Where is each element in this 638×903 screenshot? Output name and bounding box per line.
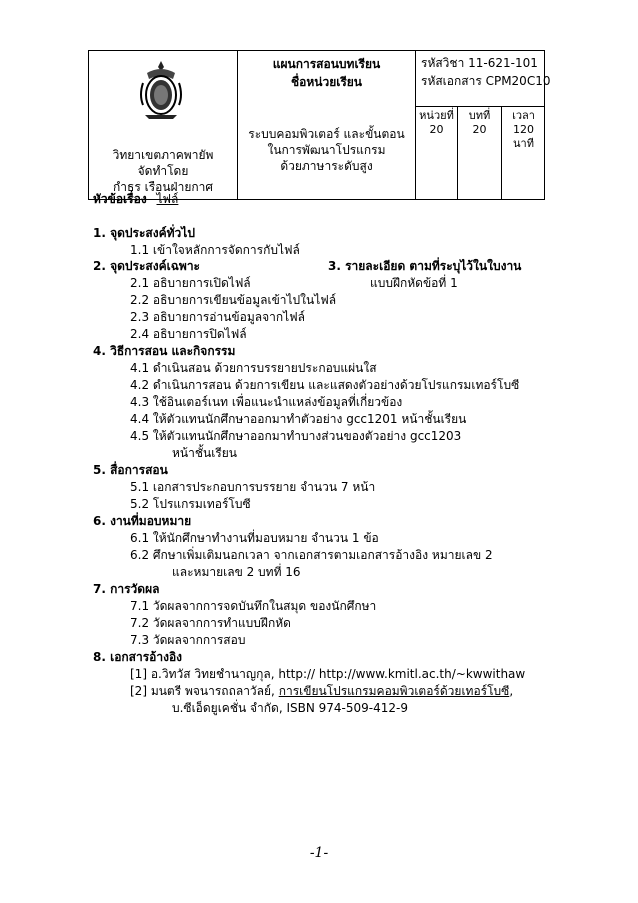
section-1-item: 1.1 เข้าใจหลักการจัดการกับไฟล์ [130, 243, 300, 257]
section-3-item: แบบฝึกหัดข้อที่ 1 [370, 276, 458, 290]
section-6-item: 6.2 ศึกษาเพิ่มเติมนอกเวลา จากเอกสารตามเอกสารอ้างอิง หมายเลข 2 [130, 548, 493, 562]
plan-title: แผนการสอนบทเรียน [272, 57, 381, 71]
section-6-item-continuation: และหมายเลข 2 บทที่ 16 [172, 565, 301, 579]
section-4-heading: 4. วิธีการสอน และกิจกรรม [93, 344, 236, 358]
section-1-heading: 1. จุดประสงค์ทั่วไป [93, 226, 195, 240]
reference-2-author: [2] มนตรี พจนารถถลาวัลย์, [130, 684, 279, 698]
page-number: -1- [309, 845, 329, 861]
unit-name-line-3: ด้วยภาษาระดับสูง [280, 159, 373, 173]
reference-1: [1] อ.วิทวัส วิทยชำนาญกุล, http:// http://www.kmitl.ac.th/~kwwithaw [130, 667, 526, 681]
university-seal-logo [137, 59, 185, 121]
section-7-heading: 7. การวัดผล [93, 582, 160, 596]
topic-label: หัวข้อเรื่อง [93, 192, 147, 206]
section-6-heading: 6. งานที่มอบหมาย [93, 514, 192, 528]
document-code: รหัสเอกสาร CPM20C10 [421, 74, 551, 88]
section-8-heading: 8. เอกสารอ้างอิง [93, 650, 183, 664]
section-2-heading: 2. จุดประสงค์เฉพาะ [93, 259, 200, 273]
section-4-item: 4.1 ดำเนินสอน ด้วยการบรรยายประกอบแผ่นใส [130, 361, 377, 375]
section-2-item: 2.3 อธิบายการอ่านข้อมูลจากไฟล์ [130, 310, 306, 324]
unit-number: 20 [429, 123, 444, 136]
section-2-item: 2.2 อธิบายการเขียนข้อมูลเข้าไปในไฟล์ [130, 293, 337, 307]
unit-name-label: ชื่อหน่วยเรียน [290, 75, 362, 89]
author-name: กำธร เรือนฝ่ายกาศ [113, 180, 213, 194]
campus-name: วิทยาเขตภาคพายัพ [112, 148, 214, 162]
institution-block [91, 147, 235, 195]
section-5-item: 5.2 โปรแกรมเทอร์โบซี [130, 497, 251, 511]
reference-2-comma: , [509, 684, 514, 698]
section-4-item: 4.2 ดำเนินการสอน ด้วยการเขียน และแสดงตัวอย่างด้วยโปรแกรมเทอร์โบซี [130, 378, 520, 392]
section-3-heading: 3. รายละเอียด ตามที่ระบุไว้ในใบงาน [328, 259, 522, 273]
chapter-label: บทที่ [468, 109, 491, 122]
section-5-item: 5.1 เอกสารประกอบการบรรยาย จำนวน 7 หน้า [130, 480, 376, 494]
reference-2-publisher: บ.ซีเอ็ดยูเคชั่น จำกัด, ISBN 974-509-412-9 [172, 701, 408, 715]
section-7-item: 7.1 วัดผลจากการจดบันทึกในสมุด ของนักศึกษา [130, 599, 377, 613]
section-6-item: 6.1 ให้นักศึกษาทำงานที่มอบหมาย จำนวน 1 ข้อ [130, 531, 379, 545]
topic-value: ไฟล์ [156, 192, 179, 206]
section-4-item: 4.3 ใช้อินเตอร์เนท เพื่อแนะนำแหล่งข้อมูลที่เกี่ยวข้อง [130, 395, 403, 409]
section-2-item: 2.4 อธิบายการปิดไฟล์ [130, 327, 247, 341]
reference-2 [130, 683, 513, 700]
time-unit: นาที [513, 137, 534, 150]
prepared-by-label: จัดทำโดย [137, 164, 189, 178]
reference-2-title: การเขียนโปรแกรมคอมพิวเตอร์ด้วยเทอร์โบซี [278, 684, 510, 698]
section-7-item: 7.3 วัดผลจากการสอบ [130, 633, 246, 647]
header-table [88, 50, 551, 200]
time-label: เวลา [512, 109, 535, 122]
unit-number-label: หน่วยที่ [419, 109, 454, 122]
chapter-number: 20 [472, 123, 487, 136]
section-4-item: 4.4 ให้ตัวแทนนักศึกษาออกมาทำตัวอย่าง gcc1201 หน้าชั้นเรียน [130, 412, 467, 426]
section-4-item-continuation: หน้าชั้นเรียน [172, 446, 237, 460]
time-value: 120 [513, 123, 534, 136]
section-4-item: 4.5 ให้ตัวแทนนักศึกษาออกมาทำบางส่วนของตัวอย่าง gcc1203 [130, 429, 462, 443]
section-5-heading: 5. สื่อการสอน [93, 463, 168, 477]
unit-name-line-1: ระบบคอมพิวเตอร์ และขั้นตอน [248, 127, 405, 141]
section-7-item: 7.2 วัดผลจากการทำแบบฝึกหัด [130, 616, 291, 630]
unit-name-line-2: ในการพัฒนาโปรแกรม [267, 143, 386, 157]
course-code: รหัสวิชา 11-621-101 [421, 56, 538, 70]
topic-row [93, 191, 178, 208]
section-2-item: 2.1 อธิบายการเปิดไฟล์ [130, 276, 251, 290]
